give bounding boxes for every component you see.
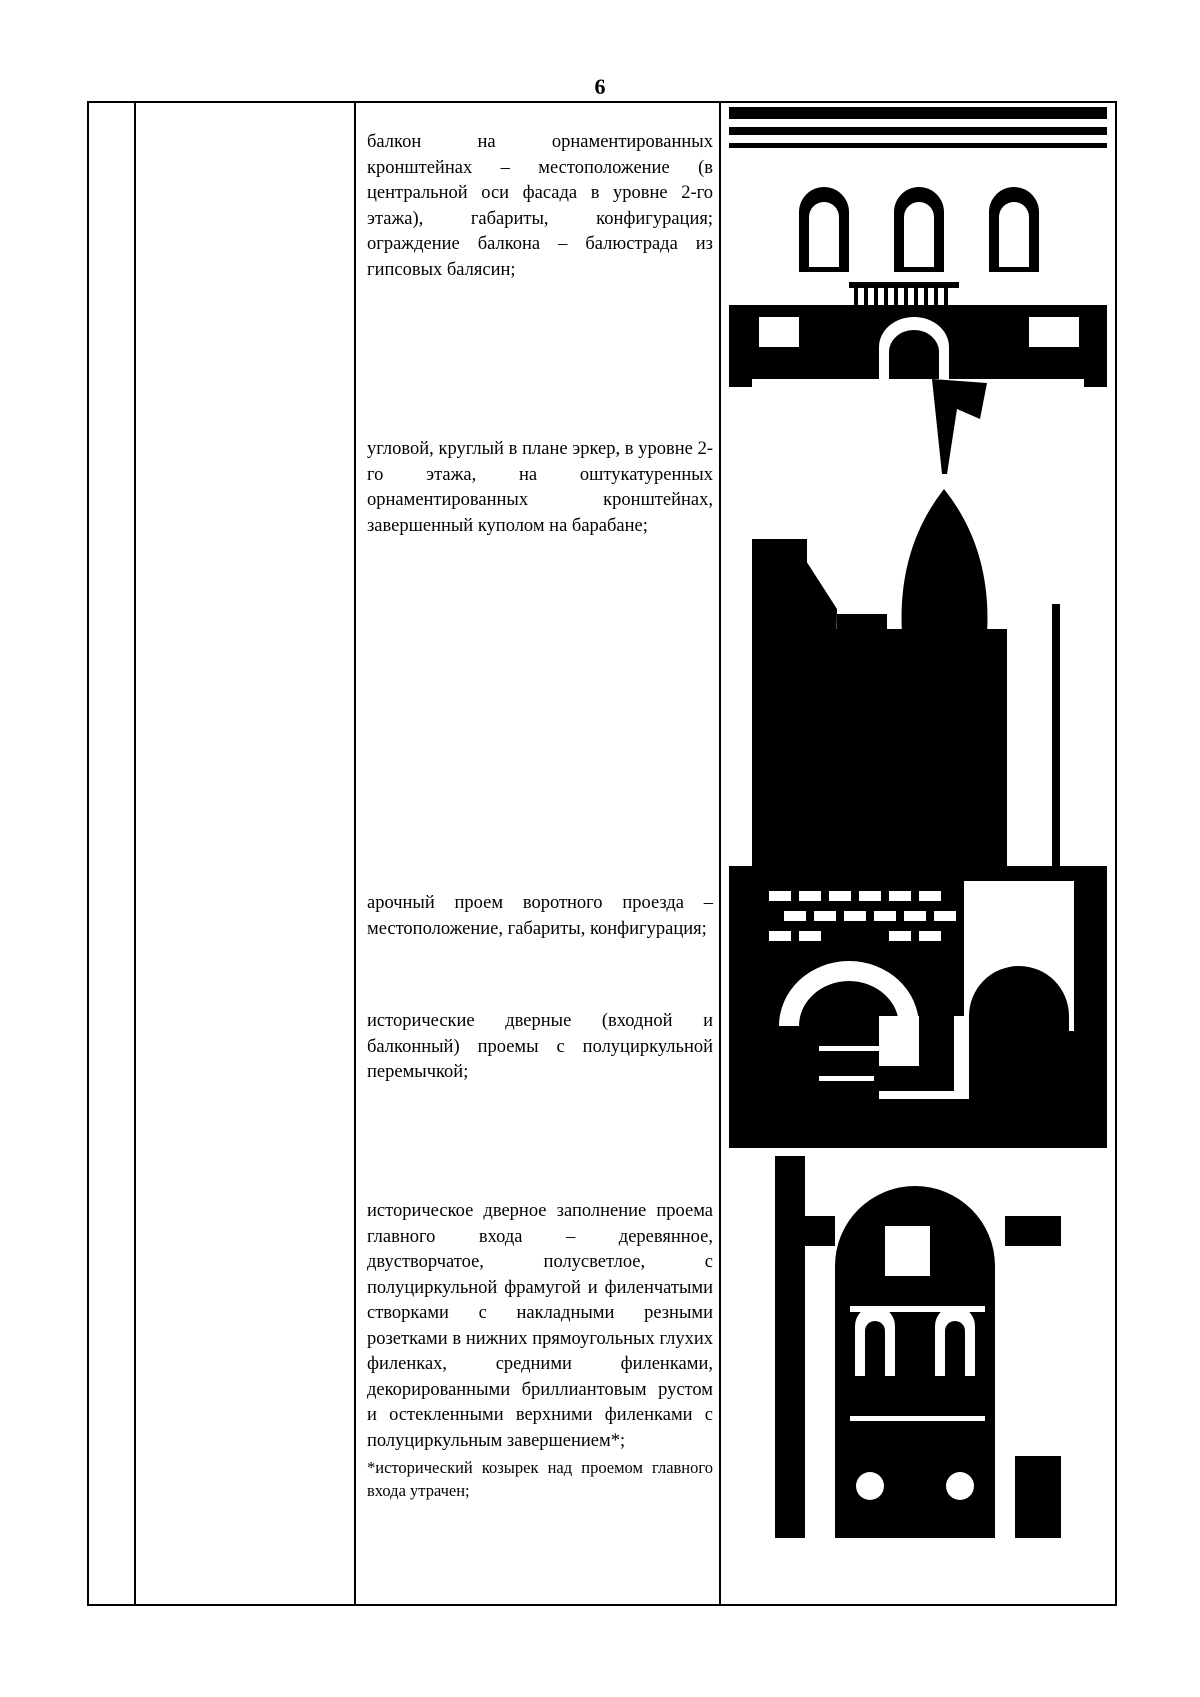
corner-bay-dome-photo [752, 379, 1084, 881]
document-table [87, 101, 1117, 1606]
arched-gateway-photo [729, 866, 1107, 1148]
balcony-facade-photo [729, 107, 1107, 387]
main-entrance-door-photo [775, 1156, 1061, 1538]
page-number: 6 [594, 74, 606, 99]
footnote: *исторический козырек над проемом главного входа утрачен; [367, 1458, 713, 1500]
feature-description-corner-bay: угловой, круглый в плане эркер, в уровне 2-го этажа, на оштукатуренных орнаментированных кронштейнах, завершенный куполом на барабане; [367, 439, 713, 536]
feature-description-gateway: арочный проем воротного проезда – местоположение, габариты, конфигурация; [367, 893, 713, 939]
column-divider [354, 103, 356, 1604]
column-divider [719, 103, 721, 1604]
feature-description-door-openings: исторические дверные (входной и балконный) проемы с полуциркульной перемычкой; [367, 1011, 713, 1082]
column-divider [134, 103, 136, 1604]
feature-description-main-door: историческое дверное заполнение проема главного входа – деревянное, двустворчатое, полусветлое, с полуциркульной фрамугой и филенчатыми створками с накладными резными розетками в нижних прямоугольных глухих филенках, средними филенками, декорированными бриллиантовым рустом и остекленными верхними филенками с полуциркульным завершением*; *исторический козырек над проемом главного входа утрачен; [367, 1201, 713, 1500]
feature-description-balcony: балкон на орнаментированных кронштейнах – местоположение (в центральной оси фасада в уровне 2-го этажа), габариты, конфигурация; ограждение балкона – балюстрада из гипсовых балясин; [367, 132, 713, 280]
